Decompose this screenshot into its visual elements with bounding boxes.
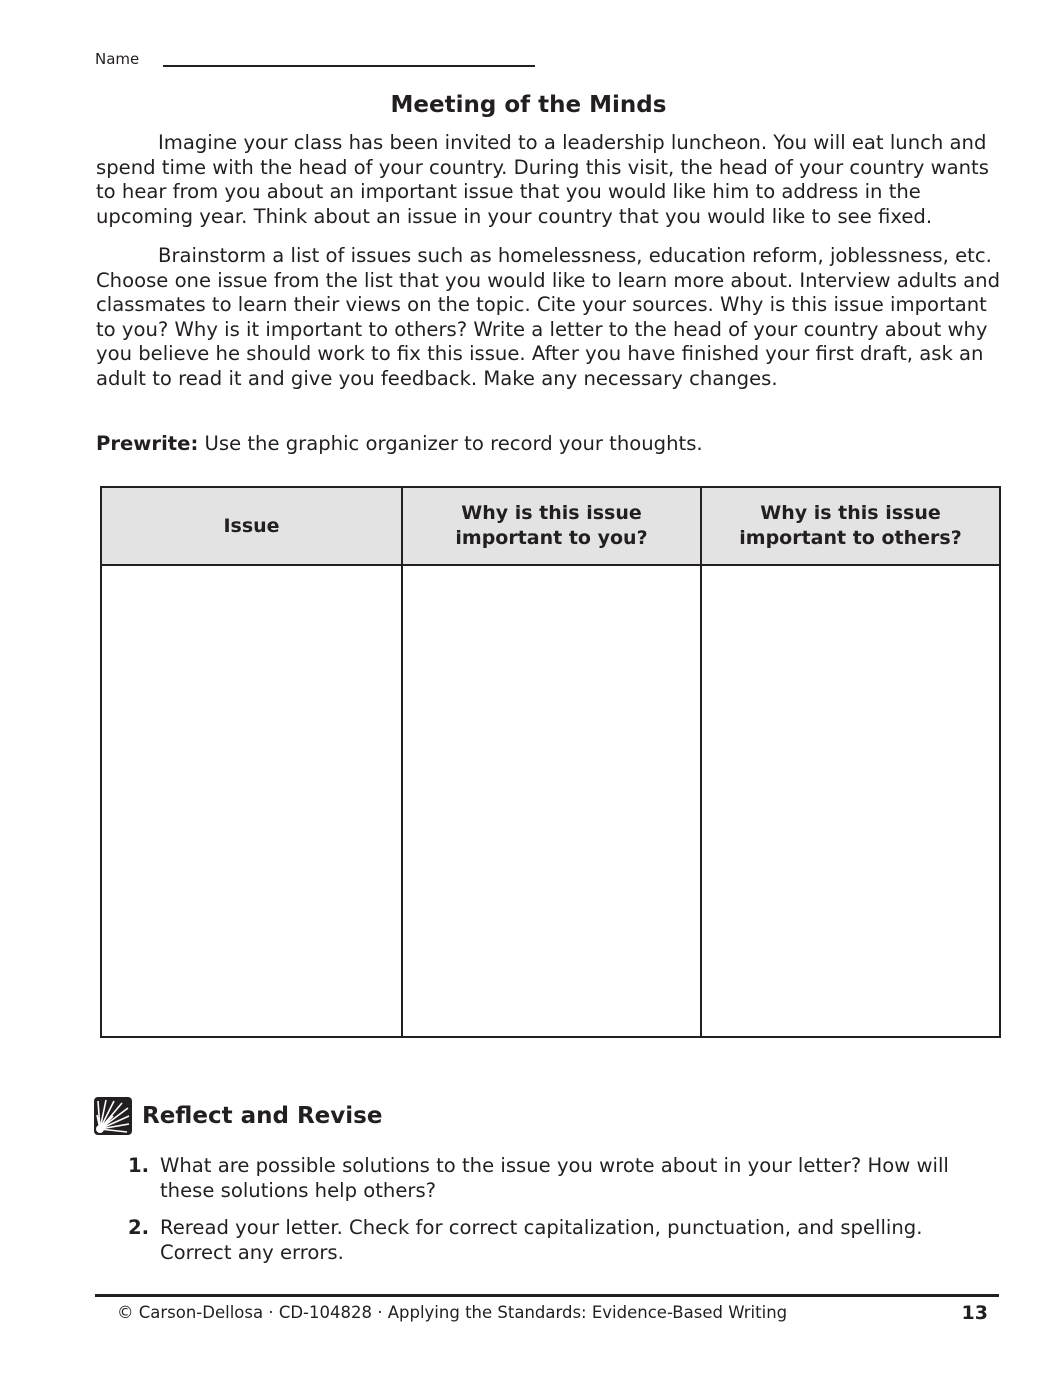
organizer-cell-important-to-others[interactable] <box>700 566 999 1036</box>
reflect-title: Reflect and Revise <box>142 1103 383 1129</box>
reflect-section-header <box>94 1096 382 1136</box>
page-title: Meeting of the Minds <box>390 92 667 118</box>
name-line[interactable] <box>163 65 535 67</box>
page-number: 13 <box>961 1302 988 1324</box>
intro-paragraph: Imagine your class has been invited to a leadership luncheon. You will eat lunch and spend time with the head of your country. During this visit, the head of your country wants to hear from you about an important issue that you would like him to address in the upcoming year. Think about an issue in your country that you would like to see fixed. <box>96 131 989 228</box>
reflect-steps <box>128 1154 988 1203</box>
footer-rule <box>95 1294 999 1297</box>
name-label: Name <box>95 50 140 68</box>
sunburst-icon <box>94 1097 132 1135</box>
organizer-cell-issue[interactable] <box>102 566 401 1036</box>
prewrite-text: Use the graphic organizer to record your thoughts. <box>198 432 703 455</box>
step-text: Reread your letter. Check for correct capitalization, punctuation, and spelling. Correct any errors. <box>160 1216 923 1264</box>
step-number: 1. <box>128 1154 150 1177</box>
list-item <box>128 1154 988 1203</box>
instructions-paragraph: Brainstorm a list of issues such as homelessness, education reform, joblessness, etc. Choose one issue from the list that you would like to learn more about. Interview adults and classmates to learn their views on the topic. Cite your sources. Why is this issue important to you? Why is it important to others? Write a letter to the head of your country about why you believe he should work to fix this issue. After you have finished your first draft, ask an adult to read it and give you feedback. Make any necessary changes. <box>96 244 1001 390</box>
prewrite-label: Prewrite: <box>96 432 199 455</box>
name-row <box>95 50 545 70</box>
prewrite-instruction <box>96 432 703 457</box>
reflect-steps-continued <box>128 1216 988 1265</box>
organizer-header-important-to-you: Why is this issue important to you? <box>401 488 700 566</box>
organizer-header-important-to-others: Why is this issue important to others? <box>700 488 999 566</box>
step-text: What are possible solutions to the issue you wrote about in your letter? How will these solutions help others? <box>160 1154 949 1202</box>
step-number: 2. <box>128 1216 150 1239</box>
organizer-cell-important-to-you[interactable] <box>401 566 700 1036</box>
footer-credit: © Carson-Dellosa · CD-104828 · Applying the Standards: Evidence-Based Writing <box>117 1303 788 1322</box>
list-item <box>128 1216 988 1265</box>
organizer-header-issue: Issue <box>102 488 401 566</box>
graphic-organizer <box>100 486 1001 1038</box>
